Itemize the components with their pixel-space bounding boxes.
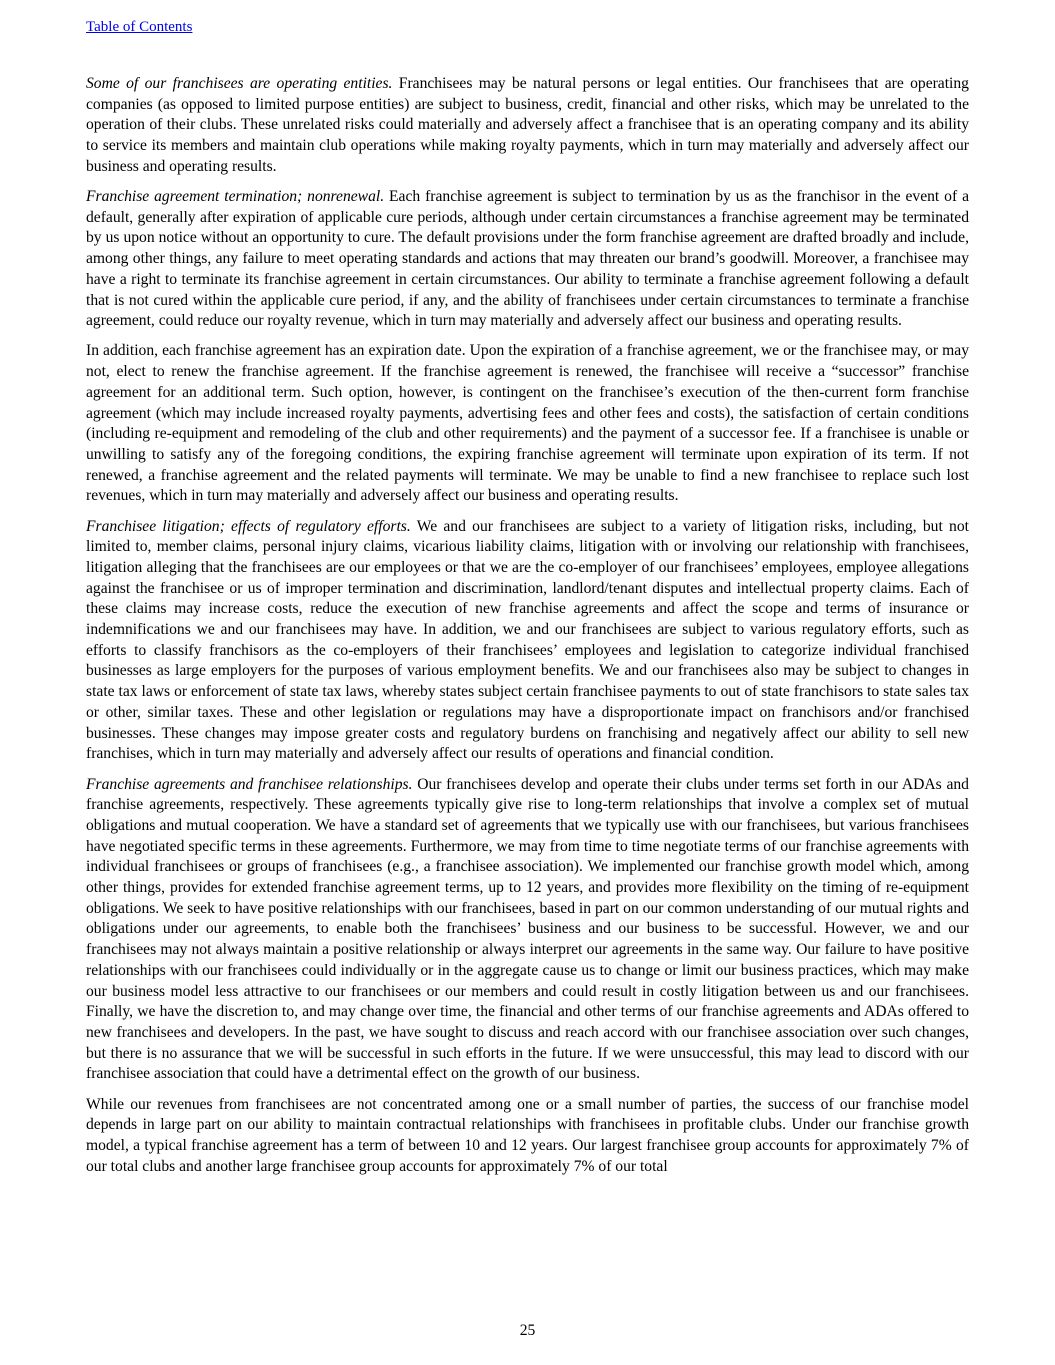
paragraph-termination [86, 187, 969, 332]
paragraph-text: We and our franchisees are subject to a variety of litigation risks, including, but not limited to, member claims, personal injury claims, vicarious liability claims, litigation with or involving our relationship with franchisees, litigation alleging that the franchisees are our employees or that we are the co-employer of our franchisees’ employees, employee allegations against the franchisee or us of improper termination and discrimination, landlord/tenant disputes and intellectual property claims. Each of these claims may increase costs, reduce the execution of new franchise agreements and affect the scope and terms of insurance or indemnifications we and our franchisees may have. In addition, we and our franchisees are subject to various regulatory efforts, such as efforts to classify franchisors as the co-employers of their franchisees’ employees and legislation to categorize individual franchised businesses as large employers for the purposes of various employment benefits. We and our franchisees also may be subject to changes in state tax laws or enforcement of state tax laws, whereby states subject certain franchisee payments to out of state franchisors to state sales tax or other, similar taxes. These and other legislation or regulations may have a disproportionate impact on franchisors and/or franchised businesses. These changes may impose greater costs and regulatory burdens on franchising and negatively affect our ability to sell new franchises, which in turn may materially and adversely affect our results of operations and financial condition. [86, 517, 969, 763]
paragraph-text: Our franchisees develop and operate their clubs under terms set forth in our ADAs and franchise agreements, respectively. These agreements typically give rise to long-term relationships that involve a complex set of mutual obligations and mutual cooperation. We have a standard set of agreements that we typically use with our franchisees, but various franchisees have negotiated specific terms in these agreements. Furthermore, we may from time to time negotiate terms of our franchise agreements with individual franchisees or groups of franchisees (e.g., a franchisee association). We implemented our franchise growth model which, among other things, provides for extended franchise agreement terms, up to 12 years, and provides more flexibility on the timing of re-equipment obligations. We seek to have positive relationships with our franchisees, based in part on our common understanding of our mutual rights and obligations under our agreements, to enable both the franchisees’ business and our business to be successful. However, we and our franchisees may not always maintain a positive relationship or always interpret our agreements in the same way. Our failure to have positive relationships with our franchisees could individually or in the aggregate cause us to change or limit our business practices, which may make our business model less attractive to our franchisees or our members and could result in costly litigation between us and our franchisees. Finally, we have the discretion to, and may change over time, the financial and other terms of our franchise agreements and ADAs offered to new franchisees and developers. In the past, we have sought to discuss and reach accord with our franchisee association over such changes, but there is no assurance that we will be successful in such efforts in the future. If we were unsuccessful, this may lead to discord with our franchisee association that could have a detrimental effect on the growth of our business. [86, 775, 969, 1083]
paragraph-litigation [86, 517, 969, 765]
paragraph-text: Each franchise agreement is subject to termination by us as the franchisor in the event of a default, generally after expiration of applicable cure periods, although under certain circumstances a franchise agreement may be terminated by us upon notice without an opportunity to cure. The default provisions under the form franchise agreement are drafted broadly and include, among other things, any failure to meet operating standards and actions that may threaten our brand’s goodwill. Moreover, a franchisee may have a right to terminate its franchise agreement in certain circumstances. Our ability to terminate a franchise agreement following a default that is not cured within the applicable cure period, if any, and the ability of franchisees under certain circumstances to terminate a franchise agreement, could reduce our royalty revenue, which in turn may materially and adversely affect our business and operating results. [86, 188, 969, 330]
page-number: 25 [519, 1322, 536, 1339]
paragraph-text: In addition, each franchise agreement has an expiration date. Upon the expiration of a franchise agreement, we or the franchisee may, or may not, elect to renew the franchise agreement. If the franchise agreement is renewed, the franchisee will receive a “successor” franchise agreement for an additional term. Such option, however, is contingent on the franchisee’s execution of the then-current form franchise agreement (which may include increased royalty payments, advertising fees and other fees and costs), the satisfaction of certain conditions (including re-equipment and remodeling of the club and other requirements) and the payment of a successor fee. If a franchisee is unable or unwilling to satisfy any of the foregoing conditions, the expiring franchise agreement will terminate upon expiration of its term. If not renewed, a franchise agreement and the related payments will terminate. We may be unable to find a new franchisee to replace such lost revenues, which in turn may materially and adversely affect our business and operating results. [86, 342, 969, 505]
paragraph-heading: Franchise agreement termination; nonrenewal. [86, 188, 385, 206]
document-body [86, 74, 969, 1187]
paragraph-text: Franchisees may be natural persons or legal entities. Our franchisees that are operating companies (as opposed to limited purpose entities) are subject to business, credit, financial and other risks, which may be unrelated to the operation of their clubs. These unrelated risks could materially and adversely affect a franchisee that is an operating company and its ability to service its members and maintain club operations while making royalty payments, which in turn may materially and adversely affect our business and operating results. [86, 75, 969, 175]
paragraph-heading: Franchisee litigation; effects of regulatory efforts. [86, 517, 411, 535]
paragraph-expiration [86, 341, 969, 507]
paragraph-text: While our revenues from franchisees are not concentrated among one or a small number of parties, the success of our franchise model depends in large part on our ability to maintain contractual relationships with franchisees in profitable clubs. Under our franchise growth model, a typical franchise agreement has a term of between 10 and 12 years. Our largest franchisee group accounts for approximately 7% of our total clubs and another large franchisee group accounts for approximately 7% of our total [86, 1095, 969, 1175]
paragraph-relationships [86, 775, 969, 1086]
paragraph-heading: Some of our franchisees are operating entities. [86, 75, 393, 92]
table-of-contents-link[interactable]: Table of Contents [86, 19, 193, 35]
paragraph-concentration [86, 1095, 969, 1178]
paragraph-heading: Franchise agreements and franchisee relationships. [86, 775, 413, 793]
paragraph-operating-entities [86, 74, 969, 178]
